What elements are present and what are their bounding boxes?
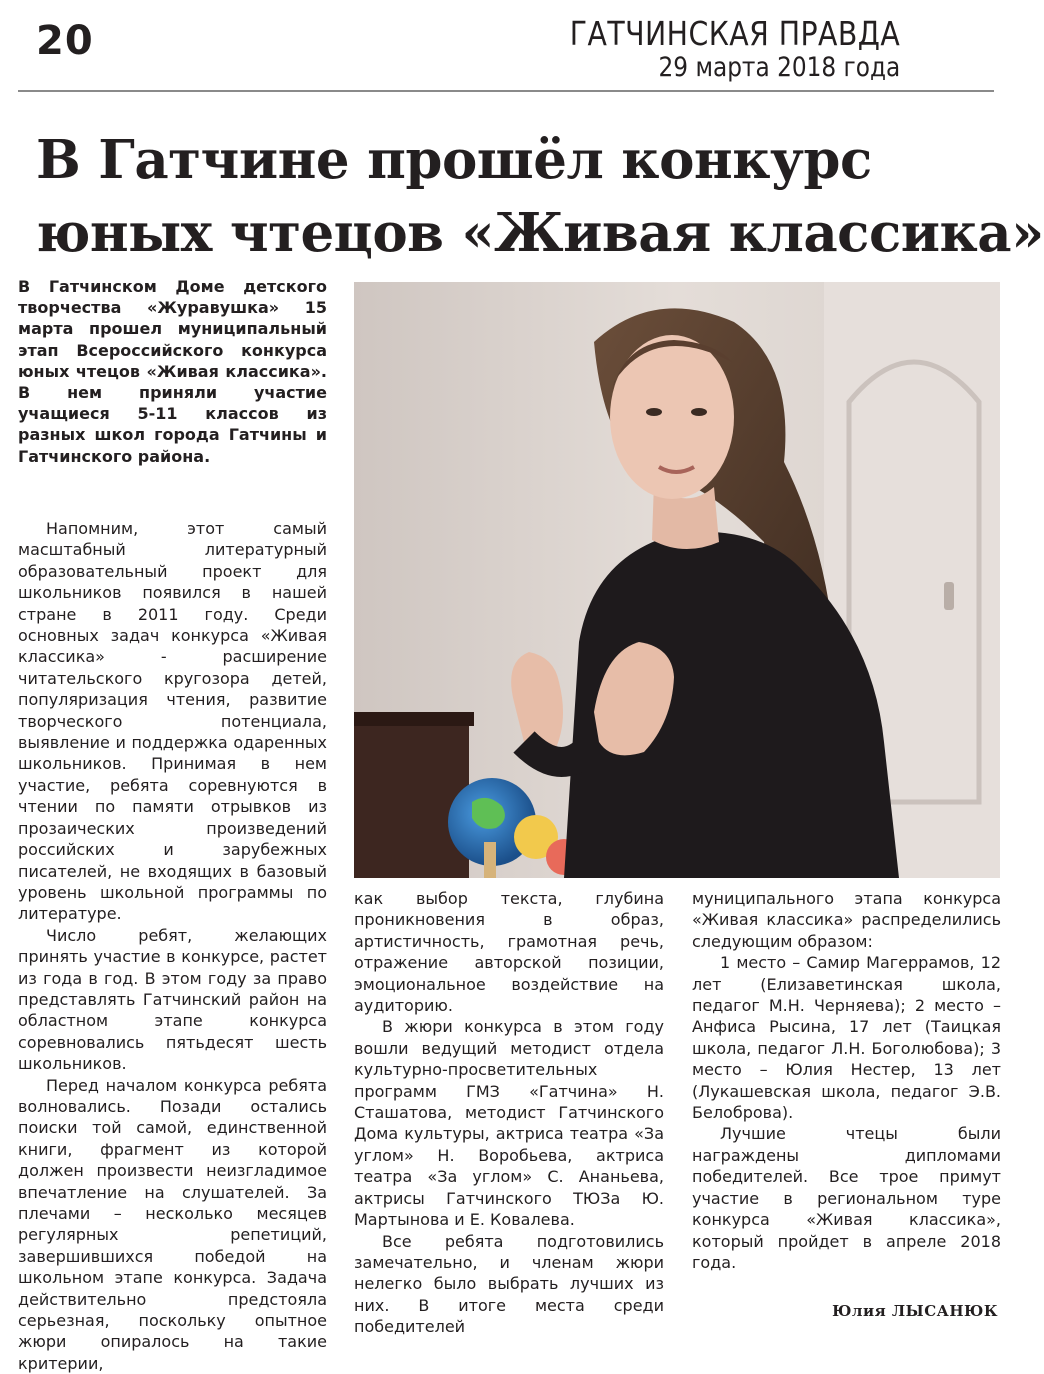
paragraph: как выбор текста, глубина проникновения в образ, артистичность, грамотная речь, отражение авторской позиции, эмоциональное воздействие на аудиторию.	[354, 889, 664, 1016]
newspaper-title: ГАТЧИНСКАЯ ПРАВДА	[569, 14, 900, 53]
paragraph: 1 место – Самир Магеррамов, 12 лет (Елизаветинская школа, педагог М.Н. Черняева); 2 место – Анфиса Рысина, 17 лет (Таицкая школа, педагог Л.Н. Боголюбова); 3 место – Юлия Нестер, 13 лет (Лукашевская школа, педагог Э.В. Белоброва).	[692, 953, 1001, 1123]
headline-line-2: юных чтецов «Живая классика»	[36, 202, 1044, 264]
text-column-1	[18, 518, 327, 1374]
header-divider	[18, 90, 994, 92]
issue-date: 29 марта 2018 года	[658, 52, 900, 83]
headline-line-1: В Гатчине прошёл конкурс	[36, 129, 872, 191]
author-signature: Юлия ЛЫСАНЮК	[832, 1302, 998, 1320]
paragraph: Число ребят, желающих принять участие в конкурсе, растет из года в год. В этом году за право представлять Гатчинский район на областном этапе конкурса соревновались пятьдесят шесть школьников.	[18, 925, 327, 1074]
masthead	[516, 16, 900, 84]
article-lead: В Гатчинском Доме детского творчества «Журавушка» 15 марта прошел муниципальный этап Всероссийского конкурса юных чтецов «Живая классика». В нем приняли участие учащиеся 5-11 классов из разных школ города Гатчины и Гатчинского района.	[18, 277, 327, 466]
article-photo	[354, 282, 1000, 878]
paragraph: муниципального этапа конкурса «Живая классика» распределились следующим образом:	[692, 889, 1001, 951]
paragraph: Все ребята подготовились замечательно, и членам жюри нелегко было выбрать лучших из них. В итоге места среди победителей	[354, 1231, 664, 1337]
paragraph: Перед началом конкурса ребята волновались. Позади остались поиски той самой, единственной книги, фрагмент из которой должен произвести неизгладимое впечатление на слушателей. За плечами – несколько месяцев регулярных репетиций, завершившихся победой на школьном этапе конкурса. Задача действительно предстояла серьезная, поскольку опытное жюри опиралось на такие критерии,	[18, 1075, 327, 1373]
paragraph: Напомним, этот самый масштабный литературный образовательный проект для школьников появился в нашей стране в 2011 году. Среди основных задач конкурса «Живая классика» - расширение читательского кругозора детей, популяризация чтения, развитие творческого потенциала, выявление и поддержка одаренных школьников. Принимая в нем участие, ребята соревнуются в чтении по памяти отрывков из прозаических произведений российских и зарубежных писателей, не входящих в базовый уровень школьной программы по литературе.	[18, 519, 327, 924]
article-headline	[36, 124, 1044, 270]
text-column-2	[354, 888, 664, 1338]
paragraph: Лучшие чтецы были награждены дипломами победителей. Все трое примут участие в региональном туре конкурса «Живая классика», который пройдет в апреле 2018 года.	[692, 1124, 1001, 1272]
photo-girl-reciting	[354, 282, 1000, 878]
paragraph: В жюри конкурса в этом году вошли ведущий методист отдела культурно-просветительных программ ГМЗ «Гатчина» Н. Сташатова, методист Гатчинского Дома культуры, актриса театра «За углом» Н. Воробьева, актриса театра «За углом» С. Ананьева, актрисы Гатчинского ТЮЗа Ю. Мартынова и Е. Ковалева.	[354, 1017, 664, 1230]
text-column-3	[692, 888, 1001, 1273]
page-number: 20	[36, 18, 94, 64]
